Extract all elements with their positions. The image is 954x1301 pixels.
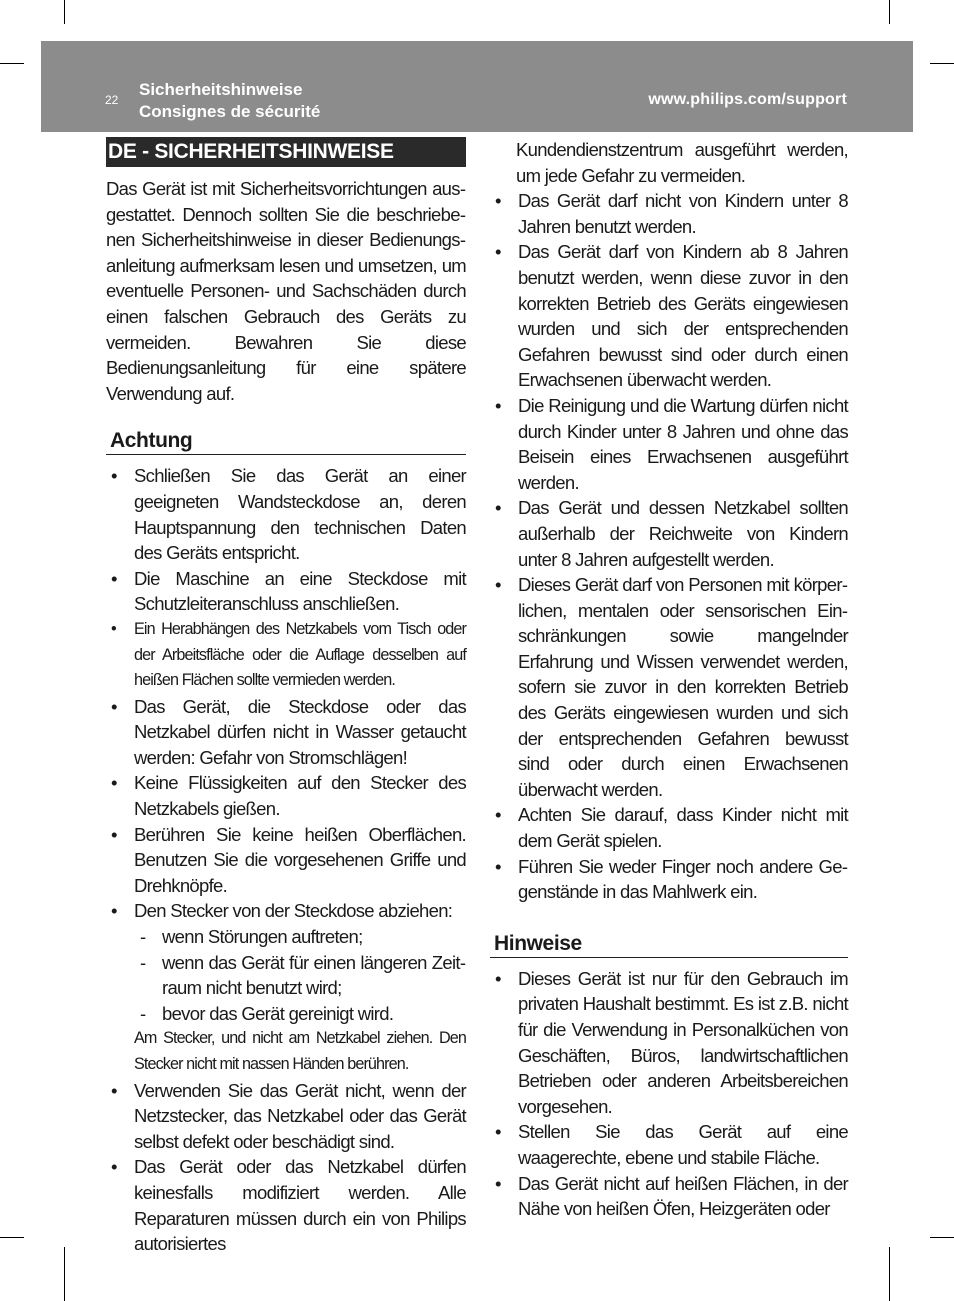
list-item: • Dieses Gerät ist nur für den Gebrauch im privaten Haushalt bestimmt. Es ist z.B. nicht für die Verwendung in Personalküchen von Geschäften, Büros, landwirtschaftlichen Betrieben oder anderen Arbeitsbereichen vorgesehen.: [490, 966, 848, 1120]
left-column: [106, 137, 466, 1257]
list-item-unplug: [106, 898, 466, 1077]
right-column: [490, 137, 848, 1222]
list-item: • Das Gerät nicht auf heißen Flächen, in der Nähe von heißen Öfen, Heizgeräten oder: [490, 1171, 848, 1222]
crop-mark: [0, 63, 24, 64]
unplug-lead: • Den Stecker von der Steckdose abziehen:: [134, 900, 453, 922]
crop-mark: [64, 0, 65, 24]
list-item: • Achten Sie darauf, dass Kinder nicht mit dem Gerät spielen.: [490, 802, 848, 853]
list-item: • Keine Flüssigkeiten auf den Stecker des Netzkabels gießen.: [106, 770, 466, 821]
sub-list-item: - bevor das Gerät gereinigt wird.: [134, 1001, 466, 1027]
header-title: [139, 79, 320, 123]
list-item: • Das Gerät, die Steckdose oder das Netzkabel dürfen nicht in Wasser getaucht werden: Gefahr von Stromschlägen!: [106, 694, 466, 771]
children-list: [490, 188, 848, 905]
list-item: • Die Maschine an eine Steckdose mit Schutzleiteranschluss anschließen.: [106, 566, 466, 617]
continued-text: Kundendienstzentrum ausgeführt werden, um jede Gefahr zu vermeiden.: [516, 139, 848, 186]
crop-mark: [889, 0, 890, 24]
achtung-list: [106, 463, 466, 1256]
sub-list-item: - wenn das Gerät für einen längeren Zeitraum nicht benutzt wird;: [134, 950, 466, 1001]
unplug-sublist: [134, 924, 466, 1026]
crop-mark: [930, 1237, 954, 1238]
list-item: • Stellen Sie das Gerät auf eine waagerechte, ebene und stabile Fläche.: [490, 1119, 848, 1170]
crop-mark: [64, 1247, 65, 1301]
crop-mark: [930, 63, 954, 64]
list-item: • Das Gerät darf nicht von Kindern unter 8 Jahren benutzt werden.: [490, 188, 848, 239]
page-number: 22: [105, 93, 119, 107]
list-item: • Dieses Gerät darf von Personen mit körperlichen, mentalen oder sensorischen Einschränkungen sowie mangelnder Erfahrung und Wissen verwendet werden, sofern sie zuvor in den korrekten Betrieb des Geräts eingewiesen wurden und sich der entsprechenden Gefahren bewusst sind oder durch einen Erwachsenen überwacht werden.: [490, 572, 848, 802]
section-banner: DE - SICHERHEITSHINWEISE: [106, 137, 466, 167]
unplug-note: Am Stecker, und nicht am Netzkabel ziehen. Den Stecker nicht mit nassen Händen berühren.: [134, 1029, 466, 1073]
list-item: • Das Gerät und dessen Netzkabel sollten außerhalb der Reichweite von Kindern unter 8 Jahren aufgestellt werden.: [490, 495, 848, 572]
hinweise-list: [490, 966, 848, 1222]
hinweise-heading: Hinweise: [490, 931, 848, 958]
header-title-de: Sicherheitshinweise: [139, 80, 303, 99]
list-item: • Schließen Sie das Gerät an einer geeigneten Wandsteckdose an, deren Hauptspannung den technischen Daten des Geräts entspricht.: [106, 463, 466, 565]
page-header: [41, 41, 913, 132]
support-url[interactable]: www.philips.com/support: [648, 91, 847, 108]
list-item: • Verwenden Sie das Gerät nicht, wenn der Netzstecker, das Netzkabel oder das Gerät selbst defekt oder beschädigt sind.: [106, 1078, 466, 1155]
header-title-fr: Consignes de sécurité: [139, 102, 321, 121]
list-item: • Die Reinigung und die Wartung dürfen nicht durch Kinder unter 8 Jahren und ohne das Beisein eines Erwachsenen ausgeführt werden.: [490, 393, 848, 495]
list-item: • Das Gerät darf von Kindern ab 8 Jahren benutzt werden, wenn diese zuvor in den korrekten Betrieb des Geräts eingewiesen wurden und sich der entsprechenden Gefahren bewusst sind oder durch einen Erwachsenen überwacht werden.: [490, 239, 848, 393]
list-item: • Das Gerät oder das Netzkabel dürfen keinesfalls modifiziert werden. Alle Reparaturen müssen durch ein von Philips autorisiertes: [106, 1154, 466, 1256]
intro-paragraph: Das Gerät ist mit Sicherheitsvorrichtungen ausgestattet. Dennoch sollten Sie die beschriebenen Sicherheitshinweise in dieser Bedienungsanleitung aufmerksam lesen und umsetzen, um eventuelle Personen- und Sachschäden durch einen falschen Gebrauch des Geräts zu vermeiden. Bewahren Sie diese Bedienungsanleitung für eine spätere Verwendung auf.: [106, 178, 466, 404]
achtung-heading: Achtung: [106, 428, 466, 455]
crop-mark: [889, 1247, 890, 1301]
crop-mark: [0, 1237, 24, 1238]
list-item: • Berühren Sie keine heißen Oberflächen. Benutzen Sie die vorgesehenen Griffe und Drehknöpfe.: [106, 822, 466, 899]
sub-list-item: - wenn Störungen auftreten;: [134, 924, 466, 950]
list-item: • Ein Herabhängen des Netzkabels vom Tisch oder der Arbeitsfläche oder die Auflage desselben auf heißen Flächen sollte vermieden werden.: [106, 617, 466, 694]
list-item: • Führen Sie weder Finger noch andere Gegenstände in das Mahlwerk ein.: [490, 854, 848, 905]
